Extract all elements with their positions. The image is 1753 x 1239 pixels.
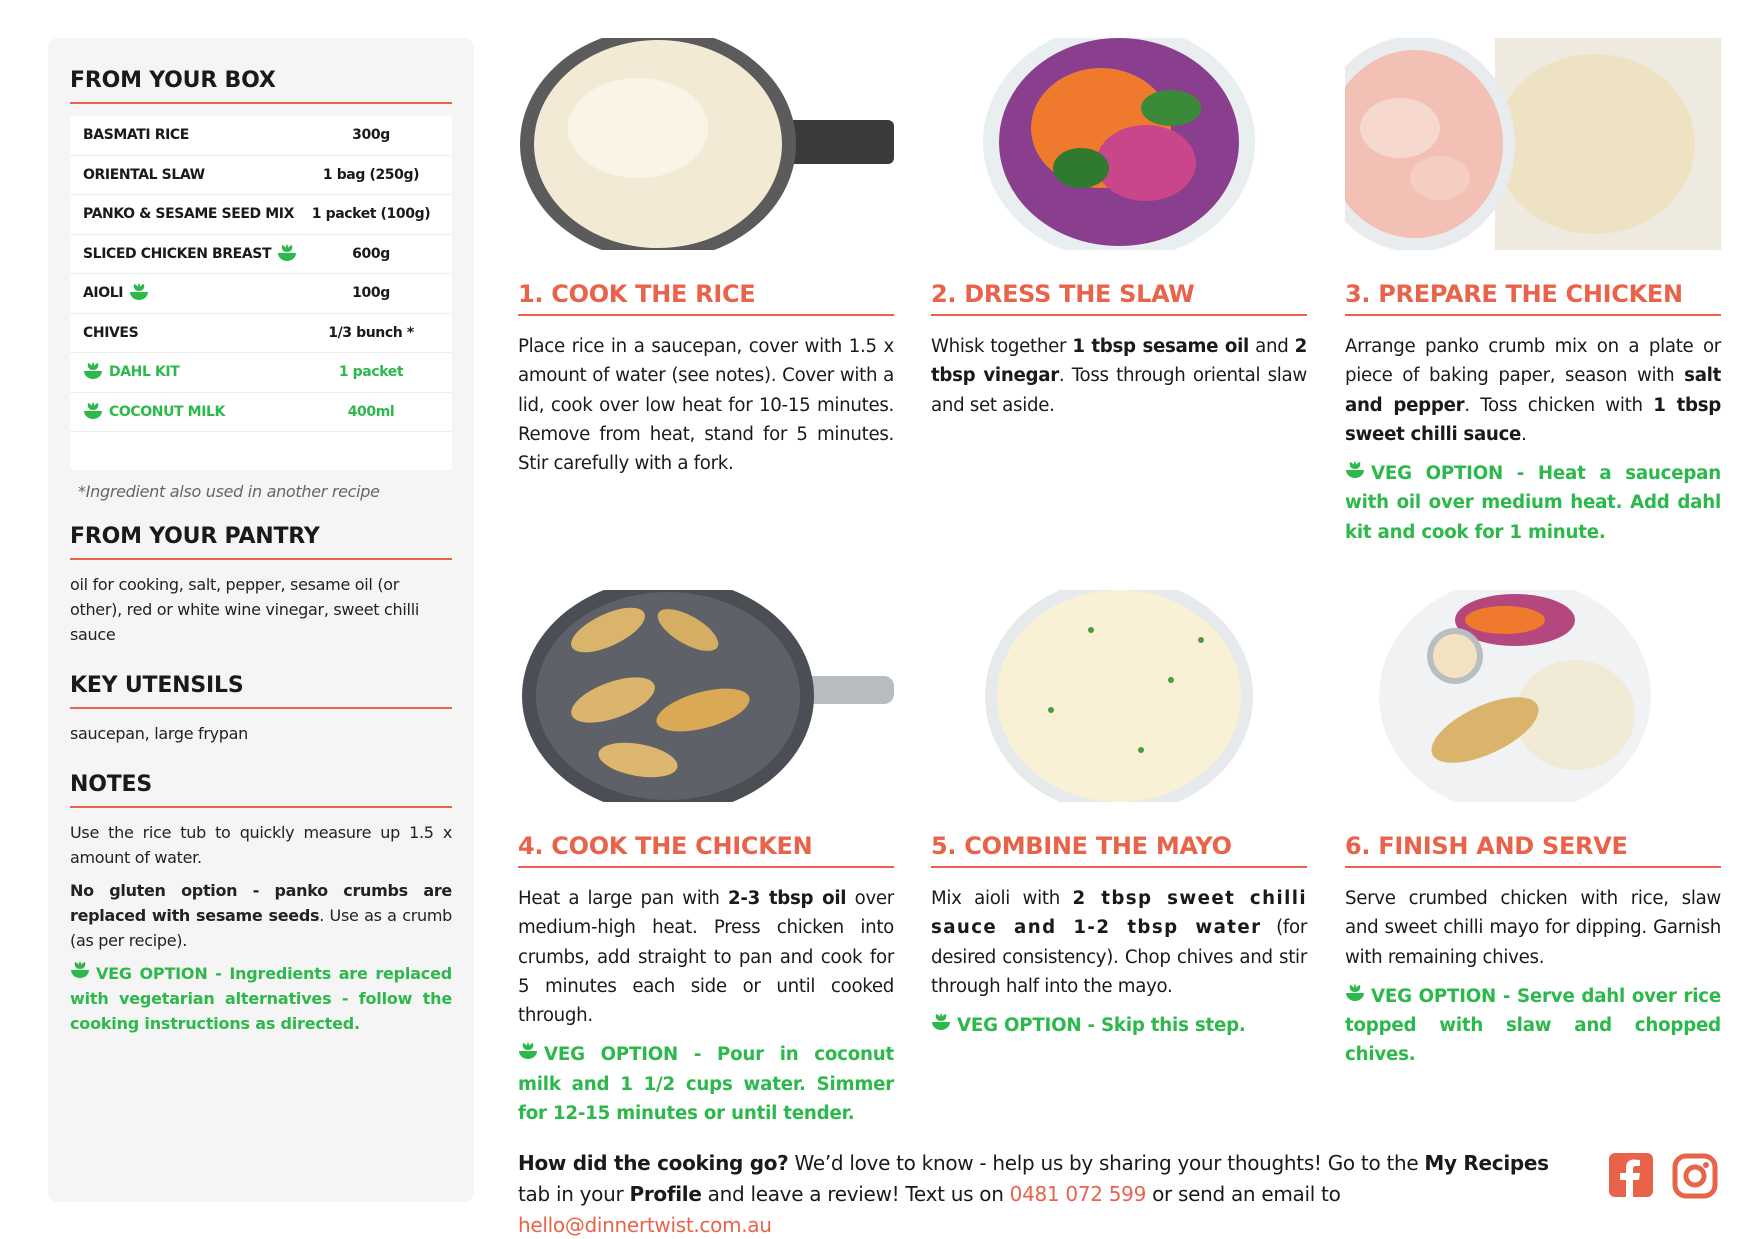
- ingredient-qty: 100g: [352, 285, 390, 302]
- footer-text: tab in your: [518, 1182, 630, 1206]
- leaf-bowl-icon: [70, 961, 90, 981]
- step-5-veg-option: [931, 1011, 1307, 1040]
- leaf-bowl-icon: [931, 1013, 951, 1033]
- table-row: [70, 393, 452, 433]
- from-your-box-heading: FROM YOUR BOX: [70, 68, 452, 104]
- ingredient-name: BASMATI RICE: [83, 127, 189, 144]
- leaf-bowl-icon: [518, 1042, 538, 1062]
- step-2-title: 2. DRESS THE SLAW: [931, 280, 1307, 316]
- text-span: Heat a large pan with: [518, 888, 728, 909]
- step-1-title: 1. COOK THE RICE: [518, 280, 894, 316]
- plated-dish-photo: [1345, 590, 1721, 802]
- utensils-text: saucepan, large frypan: [70, 724, 249, 743]
- footnote: *Ingredient also used in another recipe: [78, 482, 380, 501]
- text-span: . Toss through oriental slaw and set aside.: [931, 365, 1307, 416]
- veg-text: VEG OPTION - Skip this step.: [957, 1015, 1246, 1037]
- bold-span: 2 tbsp vinegar: [931, 336, 1308, 387]
- ingredient-name: AIOLI: [83, 285, 124, 302]
- box-ingredients-table: [70, 116, 452, 470]
- table-row: [70, 235, 452, 275]
- step-4-text: [518, 884, 894, 1030]
- bold-span: salt and pepper: [1345, 365, 1721, 416]
- note-gluten-rest: . Use as a crumb (as per recipe).: [70, 906, 452, 950]
- ingredient-name-cell: [70, 283, 310, 303]
- veg-text: VEG OPTION - Pour in coconut milk and 1 1/2 cups water. Simmer for 12-15 minutes or until tender.: [518, 1044, 894, 1125]
- step-3-title: 3. PREPARE THE CHICKEN: [1345, 280, 1721, 316]
- ingredients-sidebar: [48, 38, 474, 1202]
- step-3-text: [1345, 332, 1721, 449]
- bold-span: 2 tbsp sweet chilli sauce and 1-2 tbsp water: [931, 888, 1307, 939]
- rice-pot-photo: [518, 38, 894, 250]
- step-6: [1345, 590, 1721, 1070]
- table-row: [70, 195, 452, 235]
- text-span: Whisk together: [931, 336, 1073, 357]
- note-rice-tub: Use the rice tub to quickly measure up 1.5 x amount of water.: [70, 823, 452, 867]
- leaf-bowl-icon: [83, 362, 103, 382]
- step-4: [518, 590, 894, 1128]
- step-2-text: [931, 332, 1307, 420]
- veg-text: VEG OPTION - Heat a saucepan with oil over medium heat. Add dahl kit and cook for 1 minute.: [1345, 463, 1721, 543]
- step-1-text: Place rice in a saucepan, cover with 1.5 x amount of water (see notes). Cover with a lid, cook over low heat for 10-15 minutes. Remove from heat, stand for 5 minutes. Stir carefully with a fork.: [518, 336, 894, 475]
- phone-link[interactable]: 0481 072 599: [1009, 1182, 1147, 1206]
- chicken-and-crumb-photo: [1345, 38, 1721, 250]
- note-veg-text: VEG OPTION - Ingredients are replaced with vegetarian alternatives - follow the cooking instructions as directed.: [70, 964, 452, 1033]
- text-span: Arrange panko crumb mix on a plate or piece of baking paper, season with: [1345, 336, 1721, 387]
- ingredient-qty: 400ml: [347, 403, 395, 420]
- bold-span: 1 tbsp sweet chilli sauce: [1345, 394, 1721, 445]
- footer-text: We’d love to know - help us by sharing your thoughts! Go to the: [788, 1151, 1425, 1175]
- table-row: [70, 314, 452, 354]
- table-row: [70, 156, 452, 196]
- footer-bold: Profile: [629, 1182, 702, 1206]
- note-veg-option: [70, 961, 452, 1036]
- step-5-text: [931, 884, 1307, 1001]
- text-span: .: [1521, 423, 1527, 445]
- step-4-title: 4. COOK THE CHICKEN: [518, 832, 894, 868]
- ingredient-name-cell: [70, 362, 310, 382]
- table-row: [70, 274, 452, 314]
- ingredient-qty: 1 packet: [338, 364, 404, 381]
- ingredient-qty: 300g: [352, 127, 390, 144]
- ingredient-qty: 1/3 bunch *: [328, 324, 414, 341]
- slaw-bowl-photo: [931, 38, 1307, 250]
- ingredient-name-cell: [70, 244, 310, 264]
- step-3-veg-option: [1345, 459, 1721, 547]
- step-1: [518, 38, 894, 478]
- footer-text: or send an email to: [1146, 1182, 1341, 1206]
- ingredient-name: ORIENTAL SLAW: [83, 166, 205, 183]
- key-utensils-heading: KEY UTENSILS: [70, 673, 452, 709]
- step-6-title: 6. FINISH AND SERVE: [1345, 832, 1721, 868]
- step-3: [1345, 38, 1721, 547]
- step-5-title: 5. COMBINE THE MAYO: [931, 832, 1307, 868]
- ingredient-name-cell: [70, 402, 310, 422]
- step-6-text: Serve crumbed chicken with rice, slaw and sweet chilli mayo for dipping. Garnish with remaining chives.: [1345, 888, 1721, 968]
- text-span: over medium-high heat. Press chicken into crumbs, add straight to pan and cook for 5 minutes each side or until cooked through.: [518, 888, 894, 1027]
- ingredient-name: PANKO & SESAME SEED MIX: [83, 206, 294, 223]
- step-4-veg-option: [518, 1040, 894, 1128]
- ingredient-name: SLICED CHICKEN BREAST: [83, 245, 272, 262]
- notes-heading: NOTES: [70, 772, 452, 808]
- email-link[interactable]: hello@dinnertwist.com.au: [518, 1213, 772, 1237]
- step-2: [931, 38, 1307, 420]
- table-row: [70, 353, 452, 393]
- text-span: Mix aioli with: [931, 888, 1073, 909]
- footer-bold: How did the cooking go?: [518, 1151, 789, 1175]
- note-gluten-bold: No gluten option - panko crumbs are replaced with sesame seeds: [70, 881, 452, 925]
- footer-text: and leave a review! Text us on: [701, 1182, 1010, 1206]
- table-row: [70, 116, 452, 156]
- pantry-text: oil for cooking, salt, pepper, sesame oil (or other), red or white wine vinegar, sweet chilli sauce: [70, 575, 419, 644]
- leaf-bowl-icon: [1345, 984, 1365, 1004]
- instagram-icon[interactable]: [1672, 1153, 1718, 1199]
- ingredient-qty: 1 packet (100g): [311, 206, 431, 223]
- text-span: and: [1249, 336, 1295, 357]
- note-gluten-free: [70, 878, 452, 953]
- text-span: . Toss chicken with: [1464, 394, 1654, 416]
- frying-chicken-photo: [518, 590, 894, 802]
- footer-bold: My Recipes: [1424, 1151, 1549, 1175]
- ingredient-qty: 1 bag (250g): [322, 166, 420, 183]
- feedback-footer: [518, 1148, 1578, 1239]
- leaf-bowl-icon: [83, 402, 103, 422]
- step-6-veg-option: [1345, 982, 1721, 1070]
- ingredient-name: COCONUT MILK: [109, 403, 225, 420]
- text-span: (for desired consistency). Chop chives and stir through half into the mayo.: [931, 917, 1307, 997]
- leaf-bowl-icon: [129, 283, 149, 303]
- bold-span: 2-3 tbsp oil: [728, 888, 847, 909]
- ingredient-name: DAHL KIT: [109, 364, 180, 381]
- from-your-pantry-heading: FROM YOUR PANTRY: [70, 524, 452, 560]
- bold-span: 1 tbsp sesame oil: [1072, 336, 1249, 357]
- leaf-bowl-icon: [1345, 461, 1365, 481]
- ingredient-qty: 600g: [352, 245, 390, 262]
- mayo-bowl-photo: [931, 590, 1307, 802]
- veg-text: VEG OPTION - Serve dahl over rice topped with slaw and chopped chives.: [1345, 985, 1721, 1066]
- facebook-icon[interactable]: [1609, 1153, 1653, 1197]
- leaf-bowl-icon: [277, 244, 297, 264]
- ingredient-name: CHIVES: [83, 324, 139, 341]
- step-5: [931, 590, 1307, 1040]
- table-row-empty: [70, 432, 452, 472]
